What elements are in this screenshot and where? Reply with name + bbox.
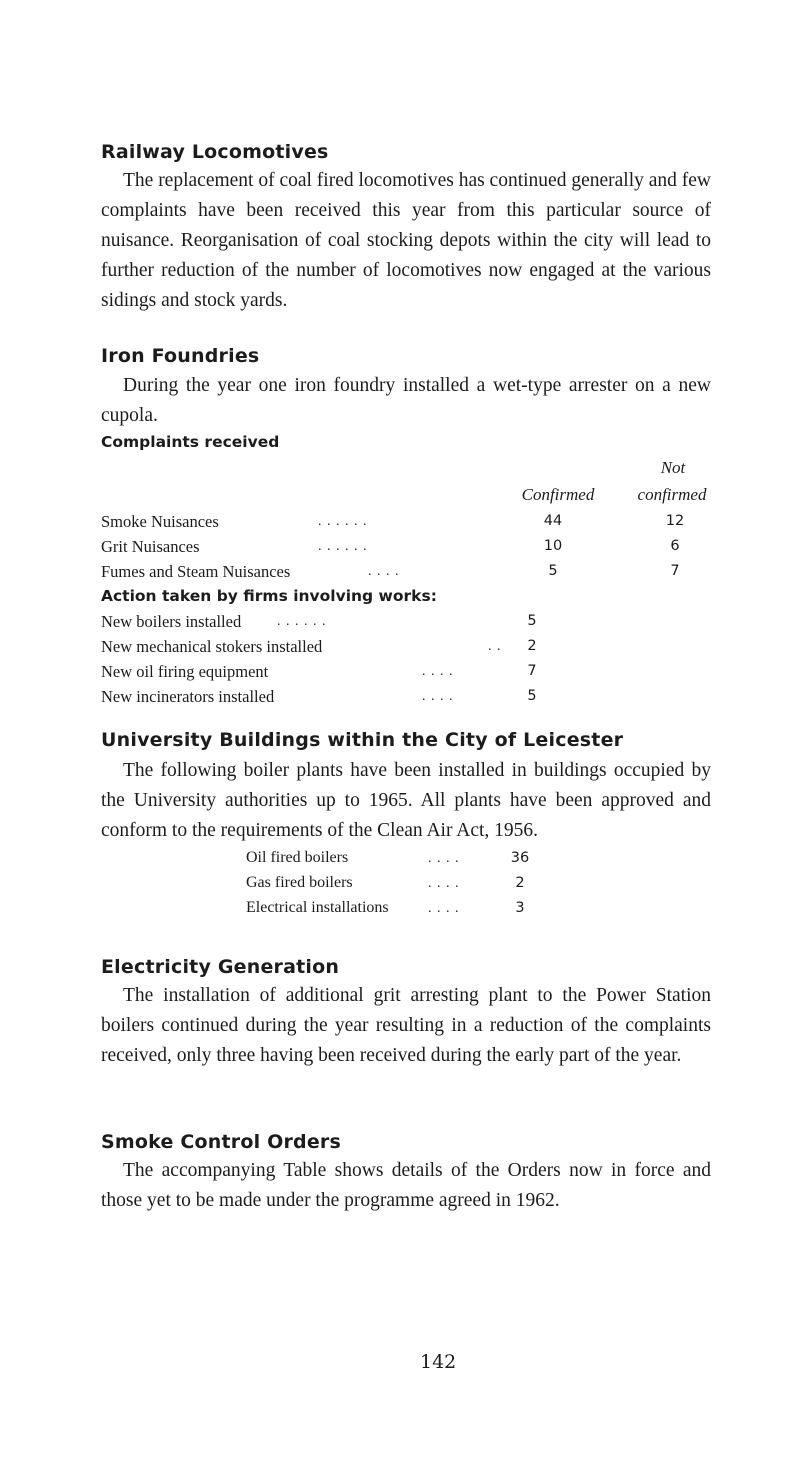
leader-dots: . .	[488, 639, 502, 654]
smoke-control-heading: Smoke Control Orders	[101, 1131, 342, 1153]
plant-count: 2	[515, 875, 525, 891]
complaint-label: Smoke Nuisances	[101, 512, 219, 531]
iron-paragraph: During the year one iron foundry installed a wet-type arrester on a new cupola.	[101, 375, 711, 426]
leader-dots: . . . . . .	[318, 514, 368, 529]
complaints-heading: Complaints received	[101, 433, 280, 451]
action-label: New boilers installed	[101, 612, 242, 631]
action-label: New mechanical stokers installed	[101, 637, 323, 656]
not-confirmed-count: 6	[670, 538, 680, 554]
university-heading: University Buildings within the City of Leicester	[101, 729, 624, 751]
confirmed-count: 10	[543, 538, 563, 554]
not-confirmed-count: 7	[670, 563, 680, 579]
leader-dots: . . . .	[428, 876, 460, 891]
university-paragraph: The following boiler plants have been installed in buildings occupied by the University authorities up to 1965. All plants have been approved and conform to the requirements of the Clean Air Act, 1956.	[101, 760, 711, 841]
iron-heading: Iron Foundries	[101, 345, 260, 367]
confirmed-count: 44	[543, 513, 563, 529]
leader-dots: . . . .	[368, 564, 400, 579]
smoke-control-paragraph: The accompanying Table shows details of the Orders now in force and those yet to be made under the programme agreed in 1962.	[101, 1160, 711, 1211]
leader-dots: . . . . . .	[277, 614, 327, 629]
complaint-label: Grit Nuisances	[101, 537, 200, 556]
leader-dots: . . . .	[422, 689, 454, 704]
action-value: 5	[527, 688, 537, 704]
column-header-not-confirmed: confirmed	[637, 485, 707, 504]
action-label: New incinerators installed	[101, 687, 275, 706]
plant-label: Electrical installations	[246, 899, 389, 916]
page-number: 142	[420, 1351, 457, 1373]
leader-dots: . . . .	[428, 851, 460, 866]
column-header-confirmed: Confirmed	[521, 485, 595, 504]
railway-paragraph: The replacement of coal fired locomotives has continued generally and few complaints have been received this year from this particular source of nuisance. Reorganisation of coal stocking depots within the city will lead to further reduction of the number of locomotives now engaged at the various sidings and stock yards.	[101, 170, 712, 311]
confirmed-count: 5	[548, 563, 558, 579]
plant-count: 36	[510, 850, 530, 866]
leader-dots: . . . .	[428, 901, 460, 916]
complaint-label: Fumes and Steam Nuisances	[101, 562, 291, 581]
column-header-not: Not	[660, 458, 686, 477]
railway-heading: Railway Locomotives	[101, 141, 329, 163]
plant-label: Oil fired boilers	[246, 849, 349, 866]
electricity-paragraph: The installation of additional grit arresting plant to the Power Station boilers continued during the year resulting in a reduction of the complaints received, only three having been received during the early part of the year.	[101, 985, 711, 1066]
action-heading: Action taken by firms involving works:	[101, 587, 437, 605]
electricity-heading: Electricity Generation	[101, 956, 340, 978]
plant-count: 3	[515, 900, 525, 916]
action-label: New oil firing equipment	[101, 662, 269, 681]
action-value: 2	[527, 638, 537, 654]
plant-label: Gas fired boilers	[246, 874, 353, 891]
action-value: 5	[527, 613, 537, 629]
action-value: 7	[527, 663, 537, 679]
not-confirmed-count: 12	[665, 513, 685, 529]
leader-dots: . . . .	[422, 664, 454, 679]
leader-dots: . . . . . .	[318, 539, 368, 554]
